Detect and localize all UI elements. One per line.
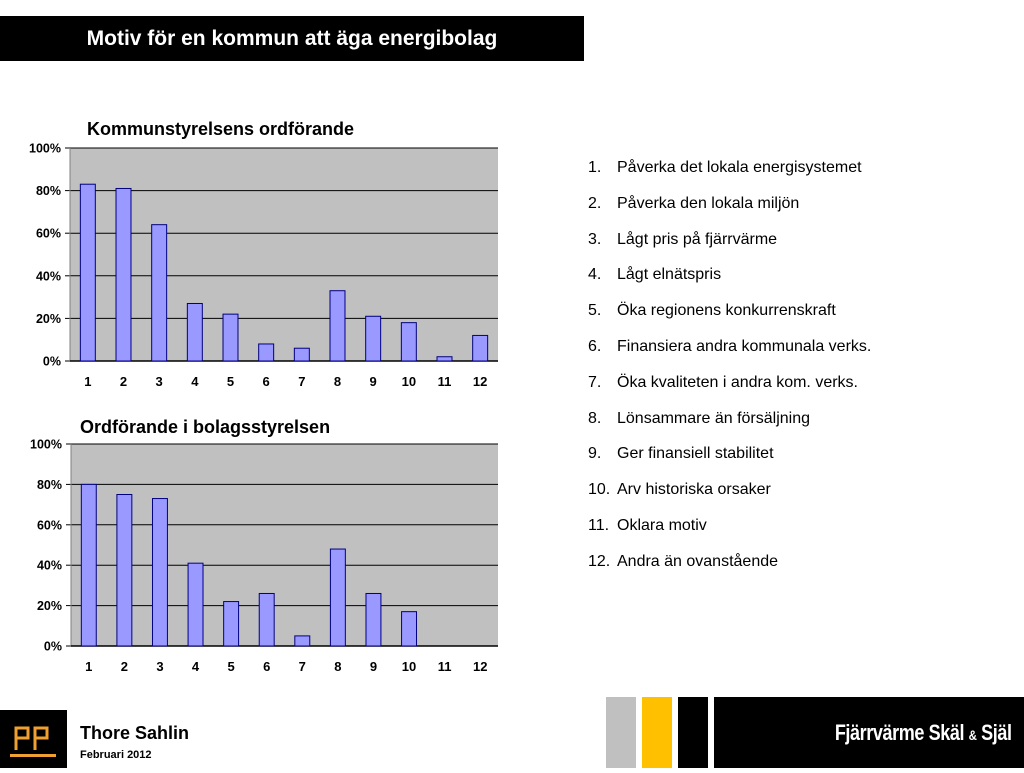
chart1-x-tick-label: 12 bbox=[472, 374, 488, 389]
chart1-y-tick-label: 40% bbox=[35, 269, 61, 284]
list-item-text: Lågt pris på fjärrvärme bbox=[617, 230, 778, 248]
list-item-number: 1. bbox=[588, 159, 602, 176]
chart1-y-tick-label: 100% bbox=[29, 141, 61, 156]
chart1-bar bbox=[187, 303, 202, 361]
chart1-bar bbox=[473, 335, 488, 361]
chart1-plot-area bbox=[70, 148, 498, 361]
list-item-number: 12. bbox=[588, 552, 611, 570]
motive-list bbox=[588, 157, 1008, 587]
chart2-x-tick-label: 10 bbox=[401, 659, 417, 674]
chart2-bar bbox=[259, 593, 274, 646]
chart2-x-tick-label: 5 bbox=[227, 659, 235, 674]
list-item-text: Lönsammare än försäljning bbox=[617, 409, 810, 427]
chart1-x-tick-label: 3 bbox=[155, 374, 163, 389]
list-item-number: 3. bbox=[588, 230, 602, 248]
list-item-text: Öka regionens konkurrenskraft bbox=[617, 302, 836, 320]
chart2-x-tick-label: 2 bbox=[120, 659, 128, 674]
black-stripe bbox=[678, 697, 708, 768]
footer-date: Februari 2012 bbox=[80, 749, 152, 761]
chart1-y-tick-label: 0% bbox=[42, 354, 61, 369]
chart2-bar bbox=[81, 484, 96, 646]
list-item-number: 5. bbox=[588, 302, 602, 320]
chart2-bar bbox=[188, 563, 203, 646]
chart1-x-tick-label: 7 bbox=[298, 374, 306, 389]
chart2-bar bbox=[117, 495, 132, 647]
list-item bbox=[588, 372, 1008, 408]
chart1-x-tick-label: 9 bbox=[369, 374, 377, 389]
list-item bbox=[588, 264, 1008, 300]
list-item-text: Lågt elnätspris bbox=[617, 266, 722, 284]
chart1-bar bbox=[152, 225, 167, 361]
chart1-bar bbox=[259, 344, 274, 361]
chart1-x-tick-label: 6 bbox=[262, 374, 270, 389]
chart2-x-tick-label: 7 bbox=[298, 659, 306, 674]
chart1-bar bbox=[223, 314, 238, 361]
list-item bbox=[588, 157, 1008, 193]
chart2-x-tick-label: 4 bbox=[191, 659, 200, 674]
chart2-plot-area bbox=[71, 444, 498, 646]
chart2-y-tick-label: 80% bbox=[36, 477, 62, 492]
chart1-y-tick-label: 20% bbox=[35, 311, 61, 326]
brand-amp: & bbox=[969, 727, 977, 743]
list-item-text: Påverka det lokala energisystemet bbox=[617, 159, 862, 176]
chart2-bar bbox=[402, 612, 417, 646]
list-item-number: 2. bbox=[588, 194, 602, 212]
list-item-text: Ger finansiell stabilitet bbox=[617, 445, 774, 463]
list-item-number: 9. bbox=[588, 445, 602, 463]
yellow-stripe bbox=[642, 697, 672, 768]
chart1-y-tick-label: 60% bbox=[35, 226, 61, 241]
chart1-bar bbox=[401, 323, 416, 361]
list-item bbox=[588, 515, 1008, 551]
chart1-bar bbox=[80, 184, 95, 361]
chart2-bar bbox=[366, 593, 381, 646]
chart1-bar bbox=[330, 291, 345, 361]
chart2-y-tick-label: 60% bbox=[36, 518, 62, 533]
chart2-x-tick-label: 6 bbox=[263, 659, 271, 674]
list-item bbox=[588, 193, 1008, 229]
chart1-bar bbox=[116, 188, 131, 361]
list-item bbox=[588, 479, 1008, 515]
chart1-bar bbox=[294, 348, 309, 361]
brand-logo-text bbox=[835, 720, 1012, 746]
list-item-number: 4. bbox=[588, 266, 602, 284]
chart2-bar bbox=[224, 602, 239, 646]
chart1-bar bbox=[366, 316, 381, 361]
list-item-text: Andra än ovanstående bbox=[617, 552, 779, 570]
chart1-title: Kommunstyrelsens ordförande bbox=[87, 119, 355, 139]
list-item bbox=[588, 300, 1008, 336]
gray-stripe bbox=[606, 697, 636, 768]
footer-author: Thore Sahlin bbox=[80, 723, 190, 743]
chart1-x-tick-label: 1 bbox=[84, 374, 92, 389]
chart2-bar bbox=[295, 636, 310, 646]
chart2-bar bbox=[152, 499, 167, 646]
chart1-x-tick-label: 10 bbox=[401, 374, 417, 389]
chart1-x-tick-label: 5 bbox=[226, 374, 235, 389]
list-item bbox=[588, 443, 1008, 479]
list-item-text: Oklara motiv bbox=[617, 516, 707, 534]
chart1-x-tick-label: 11 bbox=[437, 374, 452, 389]
chart2-x-tick-label: 1 bbox=[85, 659, 93, 674]
list-item-number: 10. bbox=[588, 481, 611, 499]
chart2-x-tick-label: 12 bbox=[472, 659, 488, 674]
list-item-number: 6. bbox=[588, 337, 602, 355]
chart2 bbox=[0, 428, 510, 688]
chart1-x-tick-label: 8 bbox=[333, 374, 342, 389]
list-item-number: 8. bbox=[588, 409, 602, 427]
list-item bbox=[588, 336, 1008, 372]
list-item-number: 7. bbox=[588, 373, 602, 391]
chart1-y-tick-label: 80% bbox=[35, 184, 61, 199]
list-item bbox=[588, 551, 1008, 587]
list-item-text: Öka kvaliteten i andra kom. verks. bbox=[617, 373, 858, 391]
brand-main: Fjärrvärme Skäl bbox=[835, 720, 965, 745]
chart1-x-tick-label: 4 bbox=[191, 374, 199, 389]
chart2-y-tick-label: 100% bbox=[30, 437, 62, 452]
list-item-text: Finansiera andra kommunala verks. bbox=[617, 337, 872, 355]
pp-logo-icon bbox=[0, 710, 67, 768]
chart2-x-tick-label: 3 bbox=[156, 659, 164, 674]
list-item bbox=[588, 229, 1008, 265]
list-item-text: Påverka den lokala miljön bbox=[617, 194, 800, 212]
brand-end: Själ bbox=[981, 720, 1012, 745]
chart2-title: Ordförande i bolagsstyrelsen bbox=[80, 417, 331, 437]
chart1-x-tick-label: 2 bbox=[119, 374, 128, 389]
list-item-number: 11. bbox=[588, 516, 610, 534]
chart2-x-tick-label: 8 bbox=[334, 659, 342, 674]
chart2-y-tick-label: 0% bbox=[43, 639, 62, 654]
chart1 bbox=[0, 130, 510, 400]
chart2-x-tick-label: 11 bbox=[437, 659, 452, 674]
list-item-text: Arv historiska orsaker bbox=[617, 481, 771, 499]
slide-title: Motiv för en kommun att äga energibolag bbox=[0, 16, 584, 61]
list-item bbox=[588, 408, 1008, 444]
chart2-y-tick-label: 40% bbox=[36, 558, 62, 573]
chart2-bar bbox=[330, 549, 345, 646]
chart2-x-tick-label: 9 bbox=[369, 659, 378, 674]
chart1-bar bbox=[437, 357, 452, 361]
chart2-y-tick-label: 20% bbox=[36, 599, 62, 614]
